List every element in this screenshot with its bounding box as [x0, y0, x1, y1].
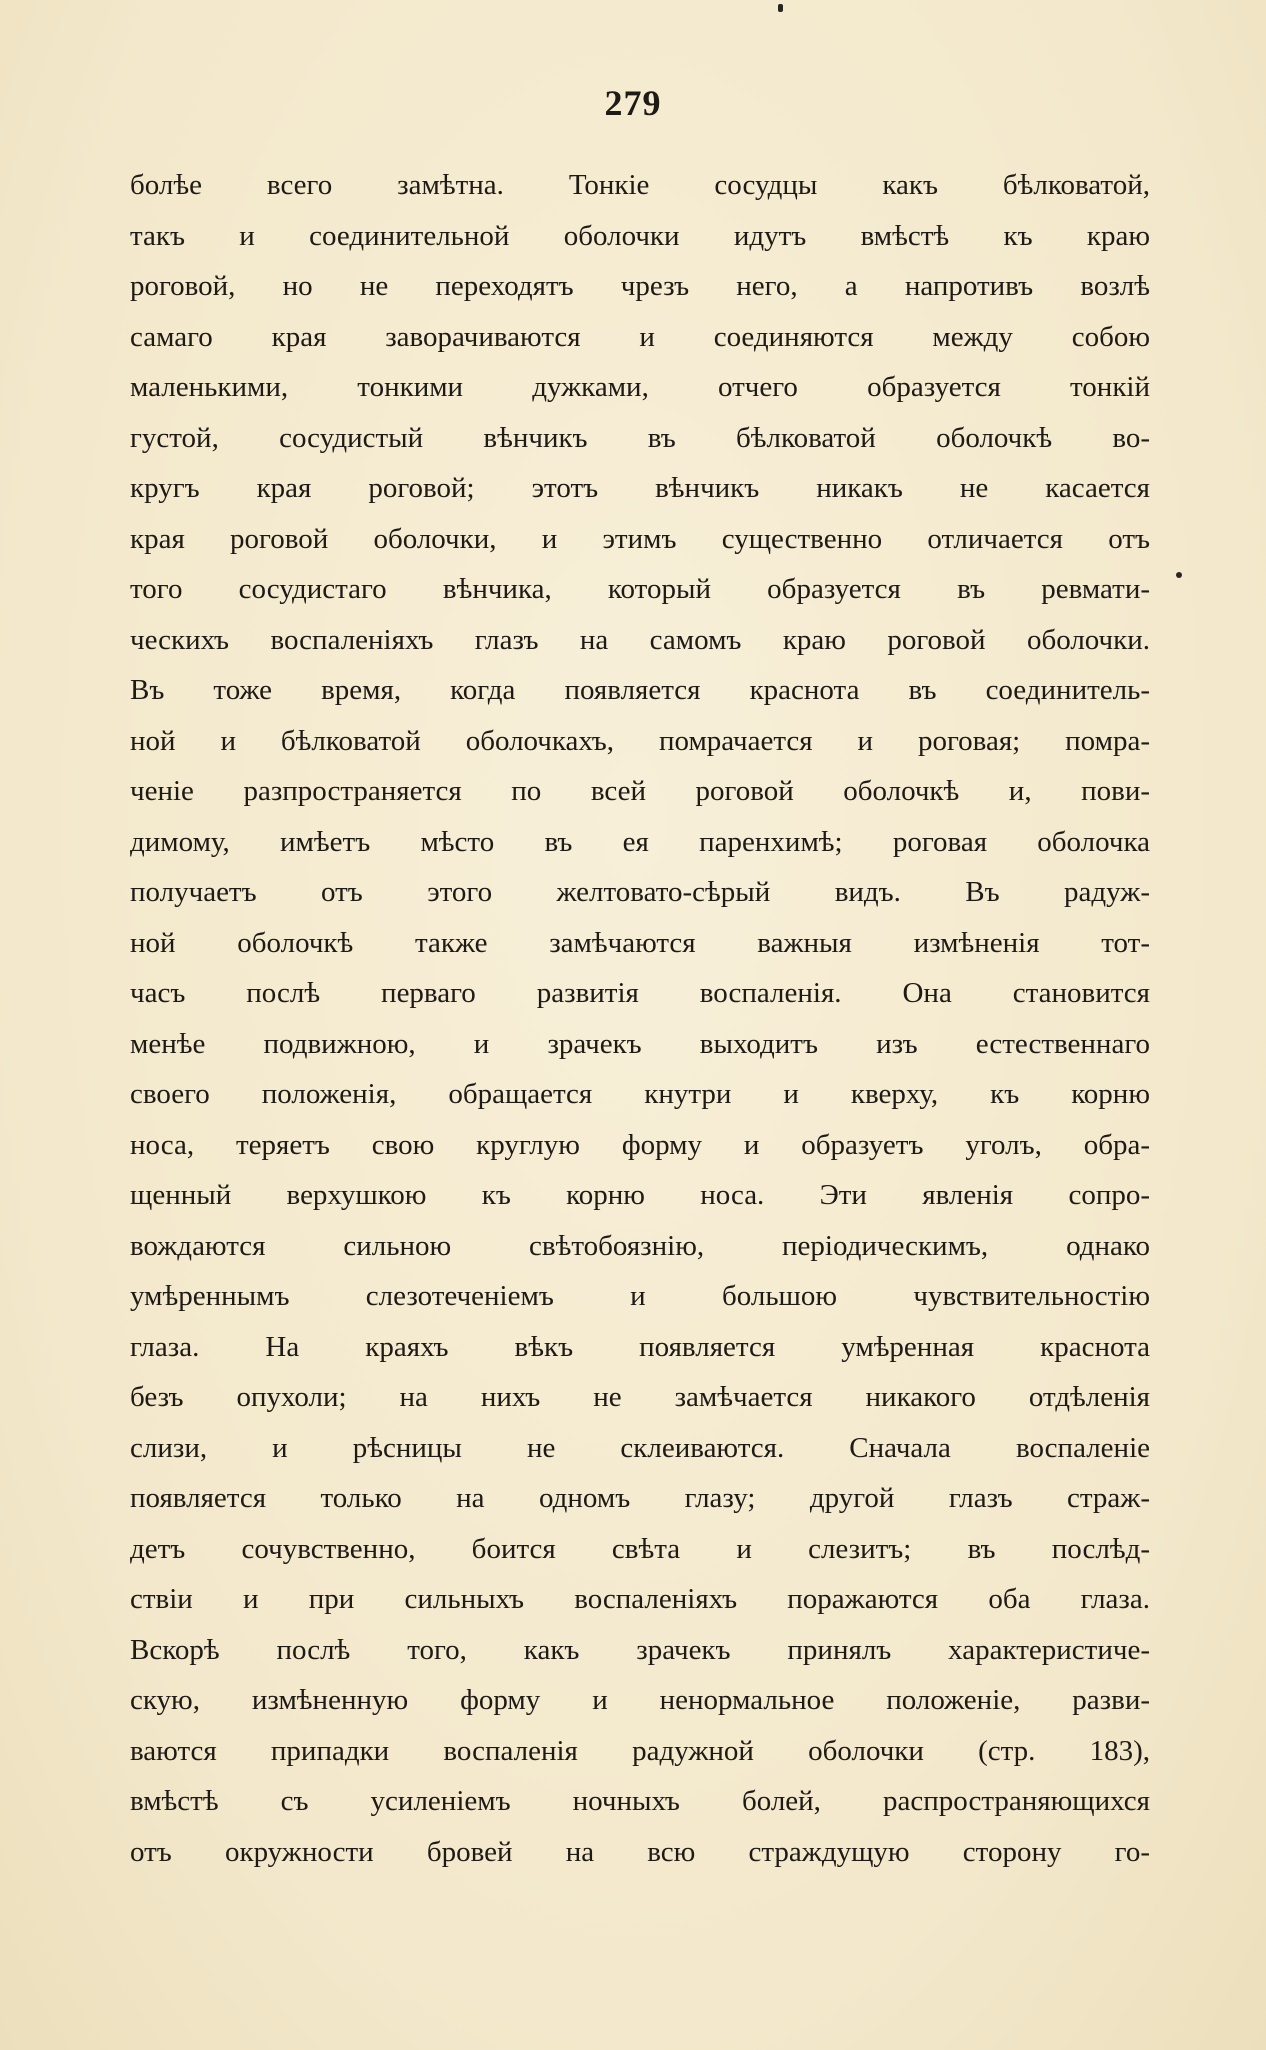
text-line: детъ сочувственно, боится свѣта и слезитъ; въ послѣд- — [130, 1532, 1150, 1565]
text-line: ваются припадки воспаленія радужной оболочки (стр. 183), — [130, 1734, 1150, 1767]
text-line: густой, сосудистый вѣнчикъ въ бѣлковатой оболочкѣ во- — [130, 421, 1150, 454]
text-line: димому, имѣетъ мѣсто въ ея паренхимѣ; роговая оболочка — [130, 825, 1150, 858]
text-line: того сосудистаго вѣнчика, который образуется въ ревмати- — [130, 573, 1150, 605]
ink-speck — [778, 4, 783, 12]
text-line: умѣреннымъ слезотеченіемъ и большою чувствительностію — [130, 1280, 1150, 1312]
text-line: отъ окружности бровей на всю страждущую сторону го- — [130, 1835, 1150, 1868]
text-line: болѣе всего замѣтна. Тонкіе сосудцы какъ бѣлковатой, — [130, 169, 1150, 201]
text-line: ной и бѣлковатой оболочкахъ, помрачается и роговая; помра- — [130, 724, 1150, 757]
text-line: Въ тоже время, когда появляется краснота въ соединитель- — [130, 674, 1150, 706]
text-line: глаза. На краяхъ вѣкъ появляется умѣренная краснота — [130, 1330, 1150, 1363]
text-line: щенный верхушкою къ корню носа. Эти явленія сопро- — [130, 1179, 1150, 1211]
text-line: маленькими, тонкими дужками, отчего образуется тонкій — [130, 371, 1150, 403]
text-line: появляется только на одномъ глазу; другой глазъ страж- — [130, 1482, 1150, 1514]
text-line: вождаются сильною свѣтобоязнію, періодическимъ, однако — [130, 1229, 1150, 1262]
page-number: 279 — [604, 83, 662, 123]
text-line: получаетъ отъ этого желтовато-сѣрый видъ. Въ радуж- — [130, 876, 1150, 908]
ink-speck — [1176, 572, 1182, 578]
text-line: своего положенія, обращается кнутри и кверху, къ корню — [130, 1078, 1150, 1110]
text-line: безъ опухоли; на нихъ не замѣчается никакого отдѣленія — [130, 1381, 1150, 1413]
text-line: ствіи и при сильныхъ воспаленіяхъ поражаются оба глаза. — [130, 1583, 1150, 1615]
text-line: носа, теряетъ свою круглую форму и образуетъ уголъ, обра- — [130, 1128, 1150, 1161]
text-line: роговой, но не переходятъ чрезъ него, а напротивъ возлѣ — [130, 270, 1150, 302]
text-line: скую, измѣненную форму и ненормальное положеніе, разви- — [130, 1684, 1150, 1716]
text-line: ческихъ воспаленіяхъ глазъ на самомъ краю роговой оболочки. — [130, 623, 1150, 656]
text-line: вмѣстѣ съ усиленіемъ ночныхъ болей, распространяющихся — [130, 1785, 1150, 1817]
text-line: менѣе подвижною, и зрачекъ выходитъ изъ естественнаго — [130, 1027, 1150, 1060]
text-line: ной оболочкѣ также замѣчаются важныя измѣненія тот- — [130, 926, 1150, 959]
text-line: часъ послѣ перваго развитія воспаленія. Она становится — [130, 977, 1150, 1009]
body-text — [130, 160, 1150, 1877]
text-line: ченіе разпространяется по всей роговой оболочкѣ и, пови- — [130, 775, 1150, 807]
text-line: самаго края заворачиваются и соединяются между собою — [130, 320, 1150, 353]
text-line: слизи, и рѣсницы не склеиваются. Сначала воспаленіе — [130, 1431, 1150, 1464]
text-line: края роговой оболочки, и этимъ существенно отличается отъ — [130, 522, 1150, 555]
text-line: такъ и соединительной оболочки идутъ вмѣстѣ къ краю — [130, 219, 1150, 252]
text-line: Вскорѣ послѣ того, какъ зрачекъ принялъ характеристиче- — [130, 1633, 1150, 1666]
text-line: кругъ края роговой; этотъ вѣнчикъ никакъ не касается — [130, 472, 1150, 504]
